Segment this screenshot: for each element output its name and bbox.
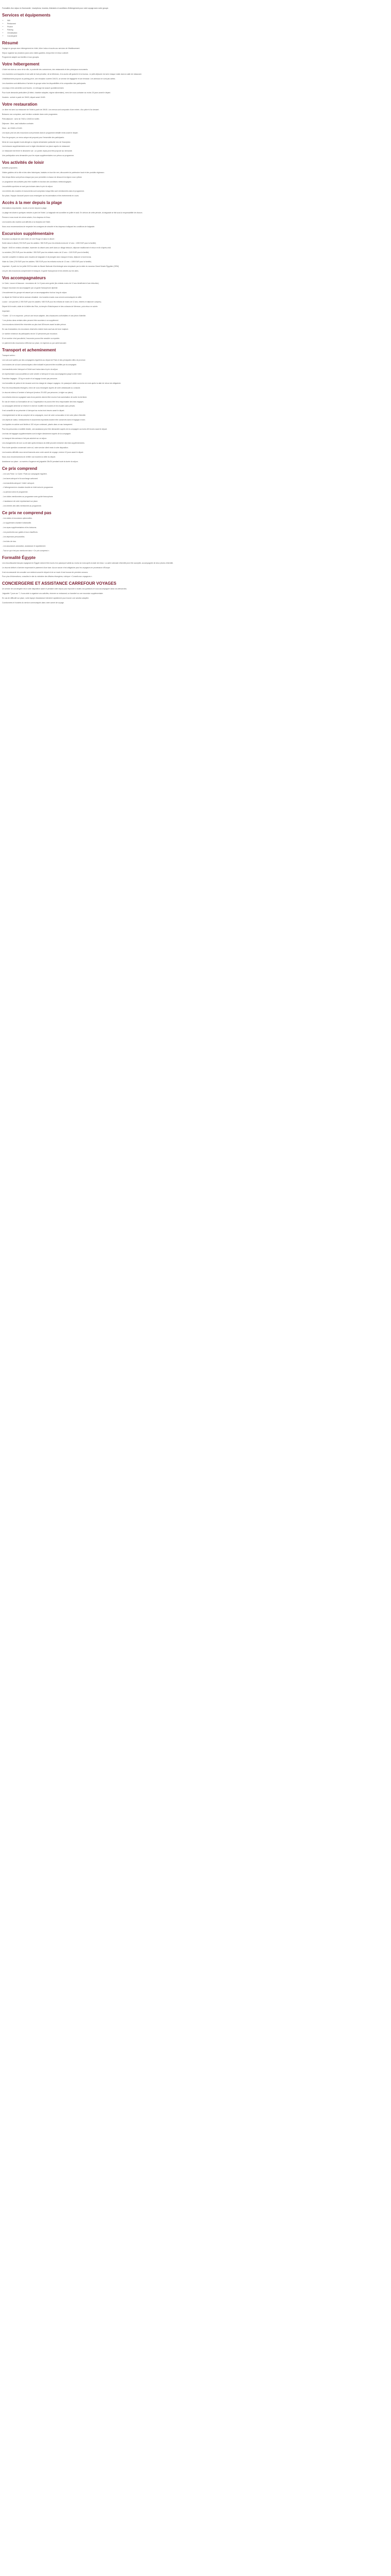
paragraph: Petit-déjeuner : servi de 7h00 à 10h00 en buffet. [2,117,40,120]
paragraph: L'encadrement du groupe est assuré par un accompagnateur tout au long du séjour. [2,291,68,294]
paragraph: * Durée : 12 h en moyenne ; prévoir une tenue adaptée, des chaussures confortables et une pièce d'identité. [2,314,86,317]
paragraph: - Les repas supplémentaires et les boissons. [2,527,37,529]
paragraph: - Les dépenses personnelles. [2,535,25,538]
paragraph: Les repas pris lors des excursions sont précisés dans le programme détaillé remis avant le départ. [2,131,78,134]
section [2,62,385,99]
paragraph: Les horaires des marées sont affichés à la réception de l'hôtel. [2,221,51,223]
paragraph: Dîner : de 19h30 à 21h30. [2,127,23,129]
paragraph: Franchise bagages : 20 kg en soute et un bagage à main par personne. [2,377,58,380]
paragraph: Important : À partir du 1er juillet 2023 la visite du Musée National d'Archéologie sera remplacée par la visite du nouveau Grand Musée Égyptien (GEM). [2,265,120,268]
paragraph: En cas d'annulation, les excursions réservées restent dues sauf cas de force majeure. [2,328,69,331]
paragraph: Un service de conciergerie est à votre disposition avant et pendant votre séjour pour répondre à toutes vos questions et vous accompagner dans vos démarches. [2,588,127,590]
section [2,160,385,197]
paragraph: Les liquides en cabine sont limités à 100 ml par contenant, placés dans un sac transparent. [2,423,73,426]
paragraph: - Les pourboires aux guides et aux chauffeurs. [2,531,38,533]
section [2,466,385,508]
paragraph: Départ tôt le matin, visite de la Vallée des Rois, du temple d'Hatchepsout et des colosses de Memnon, puis retour en soirée. [2,305,99,308]
intro-text: Formalités d'un séjour en Normandie : inscriptions, horaires, itinéraires et conditions d'hébergement pour votre voyage avec votre groupe. [2,7,109,9]
paragraph: - Les transferts aéroport / hôtel / aéroport. [2,482,35,484]
paragraph: Le paiement des excursions s'effectue sur place, en espèces ou par carte bancaire. [2,342,67,345]
section [2,581,385,604]
section [2,231,385,273]
section [2,41,385,59]
paragraph: En cas de retard ou d'annulation de vol, l'organisateur ne pourra être tenu responsable des frais engagés. [2,400,84,403]
paragraph: Sortie dans le désert (700 EUR pour les adultes / 350 EUR pour les enfants moins de 12 ans = 1050 EUR pour la famille) [2,242,96,245]
paragraph: Sur place, l'équipe d'accueil pourra vous renseigner sur les animations et les événements en cours. [2,194,79,197]
paragraph: L'établissement propose un parking privé, une réception ouverte 24h/24, un service de bagagerie et une terrasse. Les animaux ne sont pas admis. [2,78,116,80]
section-title: Votre hébergement [2,62,40,67]
paragraph: Visite du Caire (700 EUR pour les adultes / 350 EUR pour les enfants moins de 12 ans = 1050 EUR pour la famille) [2,261,91,263]
paragraph: Informations importantes : Accès à la mer depuis la plage. [2,207,47,209]
paragraph: La plage est située à quelques minutes à pied de l'hôtel. La baignade est surveillée en juillet et août. En dehors de cette période, la baignade se fait sous la responsabilité de chacun. [2,211,143,214]
paragraph: En cas de difficulté sur place, notre équipe d'assistance intervient rapidement pour trouver une solution adaptée. [2,597,89,600]
paragraph: Les prix des excursions comprennent le transport, le guide francophone et les entrées sur les sites. [2,270,79,273]
section-title: Votre restauration [2,101,38,107]
section-title: Vos activités de loisir [2,160,44,165]
section-title: Excursion supplémentaire [2,231,54,236]
paragraph: Pensez à vous munir de crème solaire, d'un chapeau et d'eau. [2,216,51,218]
paragraph: Les transferts entre l'aéroport et l'hôtel sont inclus dans le prix du séjour. [2,368,58,370]
paragraph: Les vols sont opérés par des compagnies régulières au départ de Paris et des principales villes de province. [2,359,86,362]
paragraph: Important : [2,310,11,312]
paragraph: Chaque excursion est accompagnée par un guide francophone diplômé. [2,286,58,289]
paragraph: Des temps libres sont prévus chaque jour pour permettre à chacun de découvrir la région à son rythme. [2,176,83,179]
paragraph: Transport aérien : [2,354,16,357]
paragraph: - Les visites et excursions optionnelles. [2,517,32,520]
paragraph: Séjour organisé sur plusieurs jours avec visites guidées, temps libre et retour collectif. [2,52,69,54]
paragraph: - Le supplément chambre individuelle. [2,522,32,524]
paragraph: Nous vous recommandons de vérifier vos horaires la veille du départ. [2,455,56,458]
paragraph: Si ce nombre n'est pas atteint, l'excursion pourra être annulée ou reportée. [2,337,60,340]
paragraph: Pour toute demande particulière (lit bébé, chambre adaptée, régime alimentaire), merci de nous contacter au moins 15 jours avant le départ. [2,92,111,94]
section [2,13,385,38]
section [2,200,385,228]
section-title: Transport et acheminement [2,348,56,353]
paragraph: Les entrées des musées et monuments sont comprises lorsqu'elles sont mentionnées dans le programme. [2,190,85,192]
section-list [2,20,385,38]
section [2,348,385,463]
paragraph: Les objets de valeur, médicaments et documents importants doivent être conservés dans le bagage à main. [2,419,86,421]
section [2,276,385,345]
paragraph: Les horaires définitifs vous seront transmis avec votre carnet de voyage, environ 10 jours avant le départ. [2,451,84,453]
paragraph: Horaires : arrivée à partir de 15h00, départ avant 11h00. [2,96,46,98]
paragraph: Les changements de nom ou de date après émission du billet peuvent entraîner des frais supplémentaires. [2,442,85,444]
paragraph: Excursion au départ de votre hôtel, en mer Rouge et dans le désert : [2,238,55,240]
paragraph: Le départ de l'hôtel se fait en autocar climatisé. Les horaires exacts vous seront communiqués la veille. [2,296,82,298]
paragraph: Pour les groupes, un menu unique est proposé pour l'ensemble des participants. [2,136,64,139]
paragraph: Le transport des animaux n'est pas autorisé sur ce séjour. [2,437,47,439]
section-title: CONCIERGERIE ET ASSISTANCE CARREFOUR VOYAGES [2,581,117,586]
paragraph: Le Caire, Louxor et Assouan : excursions de 1 à 3 jours avec guide (les enfants moins de 12 ans bénéficient d'une réduction). [2,282,100,284]
section-title: Vos accompagnateurs [2,276,46,280]
paragraph: L'enregistrement se fait au comptoir de la compagnie, muni de votre convocation et de votre pièce d'identité. [2,414,86,417]
paragraph: Visites guidées de la ville et des sites historiques, balades en bord de mer, découverte du patrimoine local et des produits régionaux. [2,172,105,174]
section-title: Résumé [2,40,19,45]
paragraph: Départ : 6h30 en minibus climatisé, traversée du désert avec arrêt dans un village bédouin, déjeuner traditionnel et retour en fin d'après-midi. [2,247,111,249]
paragraph: - Tout ce qui n'est pas mentionné dans « Ce prix comprend ». [2,549,50,552]
paragraph: Le programme des activités peut être modifié en fonction des conditions météorologiques. [2,181,72,183]
paragraph: Les chambres sont équipées d'une salle de bain privative, de la télévision, d'un accès wifi gratuit et d'un bureau. Le petit-déjeuner est servi chaque matin dans la salle de restaurant. [2,73,142,76]
sections-container [2,13,385,604]
paragraph: Le visa est obtenu à l'arrivée à l'aéroport (environ 25 USD par personne, à régler sur place). [2,391,73,394]
paragraph: La compagnie aérienne se réserve le droit de modifier les horaires et les escales sans préavis. [2,405,75,408]
section-title: Formalité Égypte [2,555,36,560]
paragraph: - Les entrées des sites mentionnés au programme. [2,505,42,507]
paragraph: Le nombre minimum de participants est de 10 personnes par excursion. [2,333,58,335]
paragraph: Boissons non comprises, sauf mention contraire dans votre programme. [2,113,58,115]
paragraph: * Les photos dans certains sites peuvent être soumises à un supplément. [2,319,59,321]
paragraph: - Les vols Paris / Le Caire / Paris sur compagnie régulière. [2,472,47,475]
paragraph: La croisière (750 EUR pour les adultes / 350 EUR pour les enfants moins de 12 ans = 1100 EUR pour la famille) [2,251,89,254]
paragraph: - L'assistance de notre représentant sur place. [2,500,38,503]
section-title: Ce prix ne comprend pas [2,511,52,516]
section-title: Services et équipements [2,12,51,18]
paragraph: Programme adapté aux familles et aux groupes. [2,56,40,59]
paragraph: - Les visites mentionnées au programme avec guide francophone. [2,496,54,498]
paragraph: Déjeuner : libre, sauf indication contraire. [2,122,34,125]
paragraph: - Les taxes aéroport et la surcharge carburant. [2,477,38,480]
list-item: • Conciergerie [7,35,385,38]
paragraph: Voyage en groupe avec hébergement en hôtel, dîner inclus et accès aux services de l'établissement. [2,47,80,49]
paragraph: Il est recommandé de consulter son médecin avant le départ et de se munir d'une trousse de premiers secours. [2,571,89,573]
section [2,511,385,552]
paragraph: Les activités sportives ne sont pas incluses dans le prix du séjour. [2,185,53,188]
paragraph: Joignable 7 jours sur 7, il vous aide à organiser vos activités, réserver un restaurant, un transfert ou une excursion supplémentaire. [2,592,104,595]
paragraph: Pour toute question concernant votre vol, notre service client reste à votre disposition. [2,446,69,449]
paragraph: Un représentant vous accueillera à votre arrivée à l'aéroport et vous accompagnera jusqu'à votre hôtel. [2,372,82,375]
paragraph: Le restaurant est fermé le dimanche soir ; un panier-repas peut être proposé sur demande. [2,150,73,152]
paragraph: - L'hébergement en chambre double en hôtel selon le programme. [2,486,54,489]
paragraph: - Les assurances annulation, assistance et rapatriement. [2,545,46,547]
paragraph: - Les frais de visa. [2,540,17,543]
paragraph: Merci de nous signaler toute allergie ou régime alimentaire particulier lors de l'inscription. [2,141,71,143]
list-item: • Climatisation [7,32,385,35]
paragraph: Une participation sera demandée pour les repas supplémentaires non prévus au programme. [2,155,74,157]
paragraph: Les horaires de vol sont communiqués à titre indicatif et peuvent être modifiés par la compagnie. [2,364,77,366]
section [2,555,385,579]
document-page [0,0,387,617]
paragraph: Louxor : une journée (1 050 EUR pour les adultes / 480 EUR pour les enfants de moins de 12 ans, entrées et déjeuner compris). [2,300,102,303]
paragraph: Les boissons supplémentaires sont à régler directement sur place auprès du restaurant. [2,145,70,148]
section [2,102,385,157]
paragraph: Activités proposées : [2,167,19,170]
list-item: • Restaurant [7,23,385,25]
paragraph: Coordonnées et horaires du service communiqués dans votre carnet de voyage. [2,602,64,604]
paragraph: Il est conseillé de se présenter à l'aéroport au moins trois heures avant le départ. [2,410,65,412]
section-title: Ce prix comprend [2,466,38,471]
paragraph: Le visa est délivré à l'arrivée moyennant le paiement d'une taxe. Aucun vaccin n'est obligatoire pour les voyageurs en provenance d'Europe. [2,566,111,569]
list-item: • Parking [7,29,385,31]
paragraph: Les chambres sont attribuées à l'arrivée du groupe selon les disponibilités et la composition des participants. [2,82,86,85]
list-item: • Piscine [7,26,385,28]
paragraph: Nous vous recommandons de respecter les consignes de sécurité et les drapeaux indiquant les conditions de baignade. [2,225,95,228]
paragraph: Les ressortissants français voyageant en Égypte doivent être munis d'un passeport valide au moins six mois après la date de retour. La carte nationale d'identité peut être acceptée, accompagnée de deux photos d'identité. [2,562,174,564]
paragraph: L'hôtel est situé au cœur de la ville, à proximité des commerces, des restaurants et des principaux monuments. [2,69,88,71]
paragraph: Le dîner est servi au restaurant de l'hôtel à partir de 19h30. Les menus sont composés d'une entrée, d'un plat et d'un dessert. [2,108,100,111]
paragraph: - La pension selon le programme. [2,491,28,494]
paragraph: Les enfants mineurs voyageant sans leurs parents doivent être munis d'une autorisation de sortie du territoire. [2,396,87,398]
list-item: • Wifi [7,20,385,22]
paragraph: Pour plus d'informations, consultez le site du ministère des Affaires étrangères, rubrique « Conseils aux voyageurs ». [2,575,93,578]
paragraph: Pour les ressortissants étrangers, merci de vous renseigner auprès de votre ambassade ou consulat. [2,386,80,389]
paragraph: Les draps et les serviettes sont fournis. Le ménage est assuré quotidiennement. [2,87,64,90]
paragraph: Assistance sur place : un numéro d'urgence est joignable 24h/24 pendant toute la durée du séjour. [2,460,78,463]
paragraph: Les formalités de police et de douane sont à la charge de chaque voyageur. Un passeport valide au moins six mois après la date de retour est obligatoire. [2,382,121,384]
paragraph: Journée complète en bateau avec escales de baignade et de plongée avec masque et tuba, déjeuner à bord inclus. [2,256,92,259]
section-title: Accès à la mer depuis la plage [2,200,62,205]
paragraph: Pour les personnes à mobilité réduite, une assistance peut être demandée auprès de la compagnie au moins 48 heures avant le départ. [2,428,107,431]
paragraph: Les excursions doivent être réservées au plus tard 48 heures avant la date prévue. [2,324,67,326]
paragraph: Les frais de bagages supplémentaires sont à régler directement auprès de la compagnie. [2,433,71,435]
